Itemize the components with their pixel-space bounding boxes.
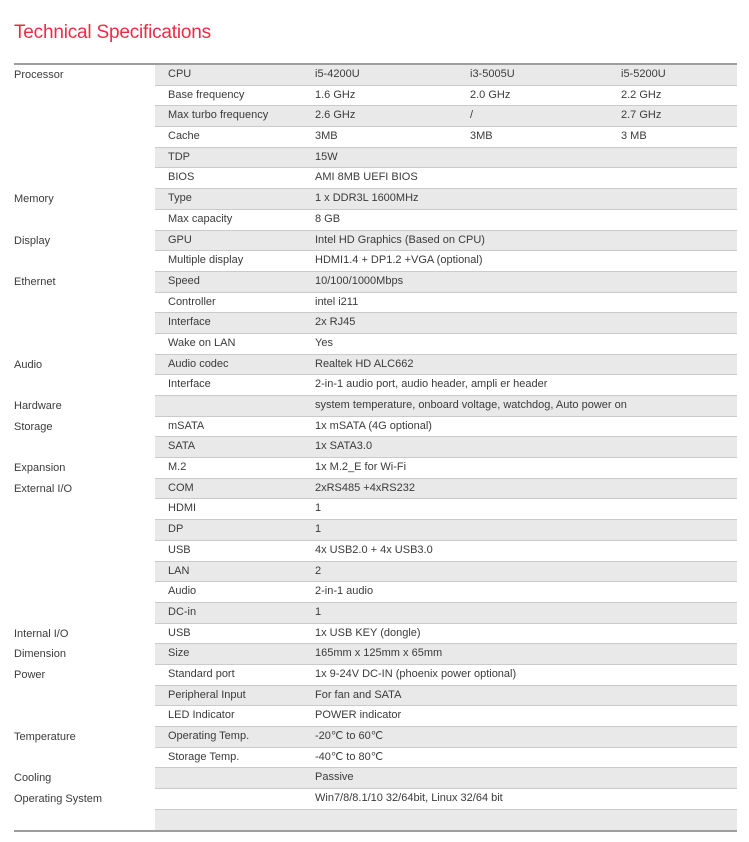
row-cells bbox=[155, 727, 737, 748]
row-cells bbox=[155, 665, 737, 686]
table-row bbox=[14, 541, 737, 562]
attribute-label: Standard port bbox=[168, 667, 235, 680]
table-row bbox=[14, 789, 737, 810]
table-row bbox=[14, 706, 737, 727]
value-cell: 165mm x 125mm x 65mm bbox=[315, 647, 443, 660]
row-cells bbox=[155, 458, 737, 479]
category-label bbox=[14, 168, 155, 189]
row-cells bbox=[155, 520, 737, 541]
value-cell: 2xRS485 +4xRS232 bbox=[315, 481, 415, 494]
category-label bbox=[14, 562, 155, 583]
row-cells bbox=[155, 272, 737, 293]
table-row bbox=[14, 168, 737, 189]
value-cell: 8 GB bbox=[315, 212, 341, 225]
category-label: Cooling bbox=[14, 772, 52, 785]
category-label: Ethernet bbox=[14, 275, 56, 288]
category-label bbox=[14, 251, 155, 272]
attribute-label bbox=[168, 396, 315, 416]
table-row bbox=[14, 727, 737, 748]
value-cell: For fan and SATA bbox=[315, 688, 402, 701]
value-cell: 1 bbox=[315, 523, 322, 536]
row-cells bbox=[155, 562, 737, 583]
table-row bbox=[14, 644, 737, 665]
attribute-label: HDMI bbox=[168, 502, 197, 515]
category-label: Internal I/O bbox=[14, 627, 69, 640]
table-row bbox=[14, 355, 737, 376]
table-row bbox=[14, 499, 737, 520]
category-label bbox=[14, 106, 155, 127]
row-cells bbox=[155, 789, 737, 810]
attribute-label: USB bbox=[168, 543, 191, 556]
table-row bbox=[14, 562, 737, 583]
attribute-label: LED Indicator bbox=[168, 709, 235, 722]
table-row bbox=[14, 437, 737, 458]
row-cells bbox=[155, 768, 737, 789]
value-cell: HDMI1.4 + DP1.2 +VGA (optional) bbox=[315, 254, 483, 267]
table-row bbox=[14, 313, 737, 334]
category-label: Storage bbox=[14, 420, 53, 433]
value-cell: 1x SATA3.0 bbox=[315, 440, 373, 453]
table-row bbox=[14, 375, 737, 396]
category-label: Audio bbox=[14, 358, 43, 371]
table-row bbox=[14, 272, 737, 293]
table-row bbox=[14, 65, 737, 86]
attribute-label: GPU bbox=[168, 233, 192, 246]
attribute-label: mSATA bbox=[168, 419, 205, 432]
category-label bbox=[14, 603, 155, 624]
table-row bbox=[14, 189, 737, 210]
attribute-label: Controller bbox=[168, 295, 216, 308]
value-cell: 1 bbox=[315, 502, 322, 515]
attribute-label: Cache bbox=[168, 130, 200, 143]
value-cell: 1.6 GHz bbox=[315, 88, 356, 101]
value-cell: 2.0 GHz bbox=[470, 88, 511, 101]
value-cell: i5-5200U bbox=[621, 68, 666, 80]
attribute-label: Peripheral Input bbox=[168, 688, 246, 701]
row-cells bbox=[155, 686, 737, 707]
table-row bbox=[14, 293, 737, 314]
attribute-label: Audio bbox=[168, 585, 197, 598]
value-cell: Realtek HD ALC662 bbox=[315, 357, 414, 370]
row-cells bbox=[155, 65, 737, 86]
value-cell: 2x RJ45 bbox=[315, 316, 356, 329]
category-label bbox=[14, 437, 155, 458]
table-row bbox=[14, 127, 737, 148]
table-row bbox=[14, 582, 737, 603]
row-cells bbox=[155, 748, 737, 769]
row-cells bbox=[155, 293, 737, 314]
table-row bbox=[14, 458, 737, 479]
row-cells bbox=[155, 106, 737, 127]
value-cell: / bbox=[470, 109, 474, 122]
attribute-label: Operating Temp. bbox=[168, 730, 250, 742]
table-row bbox=[14, 210, 737, 231]
attribute-label: DP bbox=[168, 523, 184, 536]
value-cell: 2.7 GHz bbox=[621, 109, 662, 122]
value-cell: 2.6 GHz bbox=[315, 109, 356, 122]
category-label: Expansion bbox=[14, 462, 66, 475]
value-cell: i5-4200U bbox=[315, 68, 360, 80]
value-cell: 1x M.2_E for Wi-Fi bbox=[315, 461, 407, 474]
row-cells bbox=[155, 396, 737, 417]
table-row bbox=[14, 748, 737, 769]
value-cell: 2-in-1 audio bbox=[315, 585, 374, 598]
attribute-label: LAN bbox=[168, 564, 190, 577]
row-cells bbox=[155, 334, 737, 355]
category-label bbox=[14, 499, 155, 520]
row-cells bbox=[155, 541, 737, 562]
attribute-label: Multiple display bbox=[168, 254, 244, 267]
category-label: Display bbox=[14, 234, 51, 247]
category-label bbox=[14, 541, 155, 562]
row-cells bbox=[155, 417, 737, 438]
value-cell: Intel HD Graphics (Based on CPU) bbox=[315, 233, 485, 246]
category-label: Temperature bbox=[14, 731, 76, 743]
category-label bbox=[14, 686, 155, 707]
spec-table bbox=[14, 63, 737, 832]
category-label bbox=[14, 520, 155, 541]
attribute-label: COM bbox=[168, 481, 194, 494]
row-cells bbox=[155, 168, 737, 189]
value-cell: POWER indicator bbox=[315, 709, 402, 722]
category-label bbox=[14, 706, 155, 727]
row-cells bbox=[155, 499, 737, 520]
category-label: Power bbox=[14, 668, 46, 681]
value-cell: -40℃ to 80℃ bbox=[315, 750, 384, 763]
category-label bbox=[14, 334, 155, 355]
attribute-label bbox=[168, 789, 315, 809]
attribute-label: Size bbox=[168, 647, 190, 660]
row-cells bbox=[155, 251, 737, 272]
value-cell: 2.2 GHz bbox=[621, 88, 662, 101]
category-label bbox=[14, 293, 155, 314]
category-label bbox=[14, 582, 155, 603]
table-row bbox=[14, 148, 737, 169]
table-row bbox=[14, 603, 737, 624]
value-cell: 3MB bbox=[470, 130, 493, 143]
category-label bbox=[14, 127, 155, 148]
attribute-label: Interface bbox=[168, 316, 211, 329]
attribute-label: CPU bbox=[168, 68, 192, 80]
table-row bbox=[14, 768, 737, 789]
row-cells bbox=[155, 375, 737, 396]
row-cells bbox=[155, 355, 737, 376]
attribute-label: Max capacity bbox=[168, 212, 233, 225]
row-cells bbox=[155, 313, 737, 334]
row-cells bbox=[155, 644, 737, 665]
row-cells bbox=[155, 624, 737, 645]
table-row bbox=[14, 686, 737, 707]
category-label: Operating System bbox=[14, 793, 103, 806]
value-cell: Win7/8/8.1/10 32/64bit, Linux 32/64 bit bbox=[315, 792, 503, 805]
value-cell: 10/100/1000Mbps bbox=[315, 274, 404, 287]
category-label bbox=[14, 210, 155, 231]
table-row bbox=[14, 334, 737, 355]
table-row bbox=[14, 520, 737, 541]
category-label: Hardware bbox=[14, 400, 62, 412]
attribute-label: BIOS bbox=[168, 171, 195, 184]
attribute-label: Max turbo frequency bbox=[168, 109, 269, 122]
category-label bbox=[14, 148, 155, 169]
attribute-label: Interface bbox=[168, 378, 211, 391]
table-row bbox=[14, 106, 737, 127]
value-cell: 15W bbox=[315, 150, 338, 163]
category-label: Memory bbox=[14, 193, 54, 206]
value-cell: 3MB bbox=[315, 130, 338, 143]
row-cells bbox=[155, 231, 737, 252]
row-cells bbox=[155, 148, 737, 169]
attribute-label bbox=[168, 810, 315, 831]
value-cell: 3 MB bbox=[621, 130, 647, 143]
table-row bbox=[14, 396, 737, 417]
table-row bbox=[14, 417, 737, 438]
category-label: Dimension bbox=[14, 648, 66, 661]
category-label bbox=[14, 375, 155, 396]
page-title: Technical Specifications bbox=[14, 22, 211, 43]
table-row bbox=[14, 231, 737, 252]
table-row bbox=[14, 624, 737, 645]
value-cell: Yes bbox=[315, 336, 333, 349]
attribute-label: TDP bbox=[168, 150, 190, 163]
value-cell: 1x USB KEY (dongle) bbox=[315, 626, 421, 639]
value-cell: intel i211 bbox=[315, 295, 359, 308]
attribute-label bbox=[168, 768, 315, 788]
attribute-label: Storage Temp. bbox=[168, 750, 240, 763]
row-cells bbox=[155, 603, 737, 624]
category-label: External I/O bbox=[14, 482, 73, 495]
attribute-label: Base frequency bbox=[168, 88, 245, 101]
value-cell: AMI 8MB UEFI BIOS bbox=[315, 171, 418, 184]
attribute-label: Type bbox=[168, 192, 192, 205]
attribute-label: Wake on LAN bbox=[168, 336, 236, 349]
row-cells bbox=[155, 479, 737, 500]
value-cell: i3-5005U bbox=[470, 68, 515, 80]
row-cells bbox=[155, 810, 737, 831]
row-cells bbox=[155, 437, 737, 458]
value-cell: 1x 9-24V DC-IN (phoenix power optional) bbox=[315, 667, 517, 680]
value-cell: -20℃ to 60℃ bbox=[315, 730, 384, 742]
table-row bbox=[14, 479, 737, 500]
attribute-label: Speed bbox=[168, 274, 200, 287]
value-cell: 4x USB2.0 + 4x USB3.0 bbox=[315, 543, 433, 556]
category-label bbox=[14, 313, 155, 334]
table-row bbox=[14, 251, 737, 272]
row-cells bbox=[155, 189, 737, 210]
row-cells bbox=[155, 582, 737, 603]
value-cell: 1x mSATA (4G optional) bbox=[315, 419, 432, 432]
attribute-label: USB bbox=[168, 626, 191, 639]
attribute-label: DC-in bbox=[168, 605, 197, 618]
category-label bbox=[14, 810, 155, 831]
value-cell: 1 bbox=[315, 605, 322, 618]
value-cell: 1 x DDR3L 1600MHz bbox=[315, 192, 419, 205]
category-label: Processor bbox=[14, 69, 64, 81]
row-cells bbox=[155, 210, 737, 231]
attribute-label: SATA bbox=[168, 440, 196, 453]
value-cell: Passive bbox=[315, 771, 354, 784]
table-row bbox=[14, 810, 737, 831]
category-label bbox=[14, 86, 155, 107]
category-label bbox=[14, 748, 155, 769]
value-cell: 2 bbox=[315, 564, 322, 577]
row-cells bbox=[155, 127, 737, 148]
row-cells bbox=[155, 706, 737, 727]
value-cell: system temperature, onboard voltage, watchdog, Auto power on bbox=[315, 399, 627, 411]
attribute-label: M.2 bbox=[168, 461, 187, 474]
value-cell: 2-in-1 audio port, audio header, ampli er header bbox=[315, 378, 548, 391]
row-cells bbox=[155, 86, 737, 107]
table-row bbox=[14, 86, 737, 107]
table-row bbox=[14, 665, 737, 686]
attribute-label: Audio codec bbox=[168, 357, 229, 370]
